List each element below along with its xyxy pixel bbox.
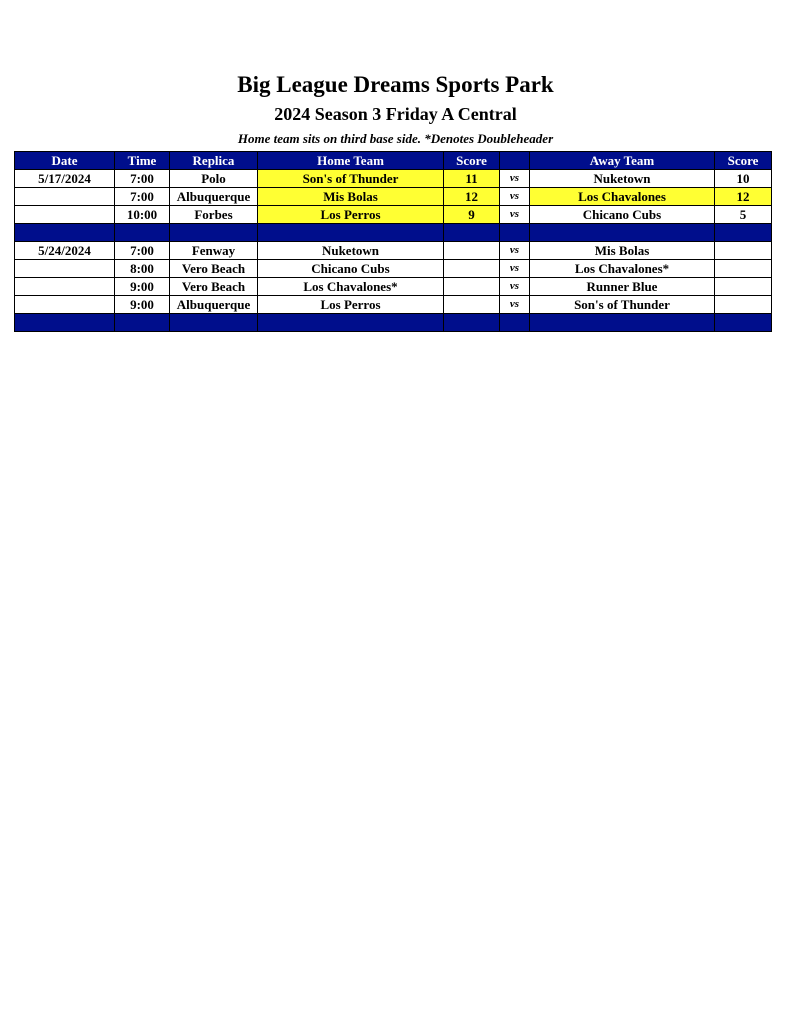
table-row (15, 206, 772, 224)
vs-cell: vs (500, 296, 530, 314)
away-score-cell: 12 (715, 188, 772, 206)
home-team-cell: Los Perros (258, 206, 444, 224)
away-score-cell: 10 (715, 170, 772, 188)
away-team-cell: Mis Bolas (530, 242, 715, 260)
separator-row (15, 224, 772, 242)
table-row (15, 278, 772, 296)
table-row (15, 260, 772, 278)
date-cell (15, 278, 115, 296)
replica-cell: Polo (170, 170, 258, 188)
away-score-cell: 5 (715, 206, 772, 224)
col-header-away-team: Away Team (530, 152, 715, 170)
col-header-vs (500, 152, 530, 170)
replica-cell: Albuquerque (170, 188, 258, 206)
col-header-home-team: Home Team (258, 152, 444, 170)
date-cell: 5/17/2024 (15, 170, 115, 188)
home-team-cell: Nuketown (258, 242, 444, 260)
home-team-cell: Los Chavalones* (258, 278, 444, 296)
col-header-time: Time (115, 152, 170, 170)
separator-row (15, 314, 772, 332)
home-team-cell: Son's of Thunder (258, 170, 444, 188)
home-team-cell: Chicano Cubs (258, 260, 444, 278)
away-score-cell (715, 242, 772, 260)
separator-cell (715, 224, 772, 242)
separator-cell (15, 224, 115, 242)
away-score-cell (715, 296, 772, 314)
replica-cell: Vero Beach (170, 260, 258, 278)
home-score-cell: 11 (444, 170, 500, 188)
col-header-date: Date (15, 152, 115, 170)
page-title: Big League Dreams Sports Park (237, 72, 554, 97)
away-team-cell: Los Chavalones* (530, 260, 715, 278)
away-team-cell: Runner Blue (530, 278, 715, 296)
vs-cell: vs (500, 278, 530, 296)
separator-cell (715, 314, 772, 332)
home-score-cell: 9 (444, 206, 500, 224)
home-score-cell (444, 242, 500, 260)
date-cell: 5/24/2024 (15, 242, 115, 260)
separator-cell (258, 224, 444, 242)
page-subtitle: 2024 Season 3 Friday A Central (274, 104, 517, 124)
schedule-note: Home team sits on third base side. *Denotes Doubleheader (237, 131, 554, 146)
replica-cell: Albuquerque (170, 296, 258, 314)
table-row (15, 170, 772, 188)
away-score-cell (715, 260, 772, 278)
col-header-away-score: Score (715, 152, 772, 170)
separator-cell (500, 224, 530, 242)
home-team-cell: Mis Bolas (258, 188, 444, 206)
vs-cell: vs (500, 242, 530, 260)
table-row (15, 188, 772, 206)
time-cell: 10:00 (115, 206, 170, 224)
away-team-cell: Son's of Thunder (530, 296, 715, 314)
separator-cell (170, 224, 258, 242)
home-score-cell: 12 (444, 188, 500, 206)
date-cell (15, 188, 115, 206)
separator-cell (530, 224, 715, 242)
away-team-cell: Nuketown (530, 170, 715, 188)
date-cell (15, 260, 115, 278)
col-header-replica: Replica (170, 152, 258, 170)
vs-cell: vs (500, 206, 530, 224)
time-cell: 8:00 (115, 260, 170, 278)
separator-cell (115, 314, 170, 332)
separator-cell (444, 314, 500, 332)
home-score-cell (444, 278, 500, 296)
home-score-cell (444, 260, 500, 278)
separator-cell (115, 224, 170, 242)
time-cell: 9:00 (115, 296, 170, 314)
separator-cell (444, 224, 500, 242)
away-score-cell (715, 278, 772, 296)
time-cell: 9:00 (115, 278, 170, 296)
date-cell (15, 206, 115, 224)
separator-cell (500, 314, 530, 332)
home-score-cell (444, 296, 500, 314)
table-row (15, 242, 772, 260)
time-cell: 7:00 (115, 170, 170, 188)
separator-cell (170, 314, 258, 332)
time-cell: 7:00 (115, 188, 170, 206)
table-row (15, 296, 772, 314)
table-header-row (15, 152, 772, 170)
replica-cell: Vero Beach (170, 278, 258, 296)
schedule-table (14, 151, 772, 332)
replica-cell: Forbes (170, 206, 258, 224)
vs-cell: vs (500, 188, 530, 206)
home-team-cell: Los Perros (258, 296, 444, 314)
away-team-cell: Los Chavalones (530, 188, 715, 206)
col-header-home-score: Score (444, 152, 500, 170)
separator-cell (530, 314, 715, 332)
away-team-cell: Chicano Cubs (530, 206, 715, 224)
separator-cell (15, 314, 115, 332)
separator-cell (258, 314, 444, 332)
vs-cell: vs (500, 260, 530, 278)
time-cell: 7:00 (115, 242, 170, 260)
replica-cell: Fenway (170, 242, 258, 260)
date-cell (15, 296, 115, 314)
vs-cell: vs (500, 170, 530, 188)
